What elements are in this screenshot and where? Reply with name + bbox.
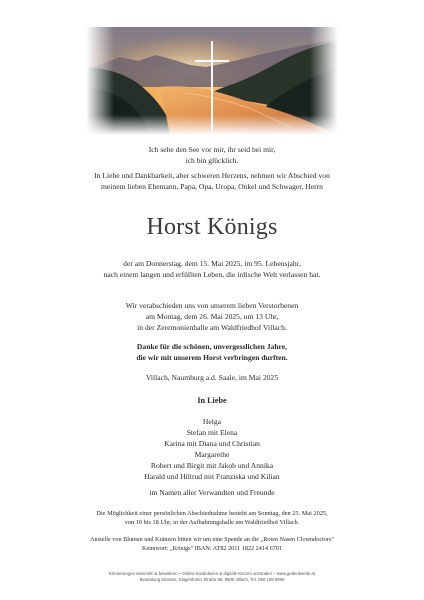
viewing-line: Die Möglichkeit einer persönlichen Abschiednahme besteht am Sonntag, den 25. Mai 2025, <box>96 510 328 517</box>
relatives-line: im Namen aller Verwandten und Freunde <box>149 488 275 497</box>
motto-line: Ich sehe den See vor mir, ihr seid bei mir, <box>148 145 276 154</box>
thanks-text <box>0 341 424 363</box>
death-line: nach einem langen und erfüllten Leben, die irdische Welt verlassen hat. <box>103 270 321 279</box>
intro-text <box>0 170 424 192</box>
donation-line: Anstelle von Blumen und Kränzen bitten wir um eine Spende an die „Roten Nasen Clowndoctors" <box>90 536 334 543</box>
viewing-info <box>0 509 424 527</box>
place-and-date: Villach, Naumburg a.d. Saale, im Mai 2025 <box>145 373 279 382</box>
farewell-line: Wir verabschieden uns von unserem lieben Verstorbenen <box>125 301 299 310</box>
farewell-line: am Montag, dem 26. Mai 2025, um 13 Uhr, <box>145 312 279 321</box>
footer-line: Erinnerungen sammeln & bewahren – Online kondolieren & digitale Kerzen anzünden – www.gedenkseite.at <box>109 571 315 576</box>
motto <box>0 144 424 166</box>
viewing-line: von 10 bis 18 Uhr, in der Aufbahrungshalle am Waldfriedhof Villach. <box>124 519 300 526</box>
thanks-line: Danke für die schönen, unvergesslichen Jahre, <box>136 342 288 351</box>
mourners-list <box>0 416 424 482</box>
donation-info <box>0 535 424 553</box>
intro-line: meinem lieben Ehemann, Papa, Opa, Uropa, Onkel und Schwager, Herrn <box>101 182 323 191</box>
thanks-line: die wir mit unserem Horst verbringen durften. <box>136 353 288 362</box>
lake-sunset-photo <box>86 27 338 135</box>
in-liebe-heading: In Liebe <box>197 396 227 405</box>
death-announcement <box>0 258 424 280</box>
mourner: Stefan mit Elena <box>186 428 238 437</box>
footer-imprint <box>0 571 424 583</box>
farewell-ceremony <box>0 300 424 333</box>
motto-line: ich bin glücklich. <box>185 156 239 165</box>
mourner: Helga <box>202 417 222 426</box>
farewell-line: in der Zeremonienhalle am Waldfriedhof Villach. <box>137 323 287 332</box>
mourner: Harald und Hiltrud mit Franziska und Kilian <box>144 472 280 481</box>
mourner: Robert und Birgit mit Jakob und Annika <box>150 461 274 470</box>
deceased-name: Horst Königs <box>146 214 278 240</box>
intro-line: In Liebe und Dankbarkeit, aber schweren Herzens, nehmen wir Abschied von <box>94 171 330 180</box>
lake-sunset-image <box>86 27 338 135</box>
footer-line: Bestattung Kärnten, Klagenfurter Straße 68, 9500 Villach, Tel. 050 199 9999 <box>139 577 285 582</box>
donation-line: Kennwort: „Königs" IBAN: AT82 2011 1822 2414 6701 <box>142 545 282 552</box>
cross-horizontal <box>195 60 229 62</box>
mourner: Margarethe <box>194 450 230 459</box>
death-line: der am Donnerstag, dem 15. Mai 2025, im 95. Lebensjahr, <box>123 259 301 268</box>
mourner: Karina mit Diana und Christian <box>164 439 260 448</box>
